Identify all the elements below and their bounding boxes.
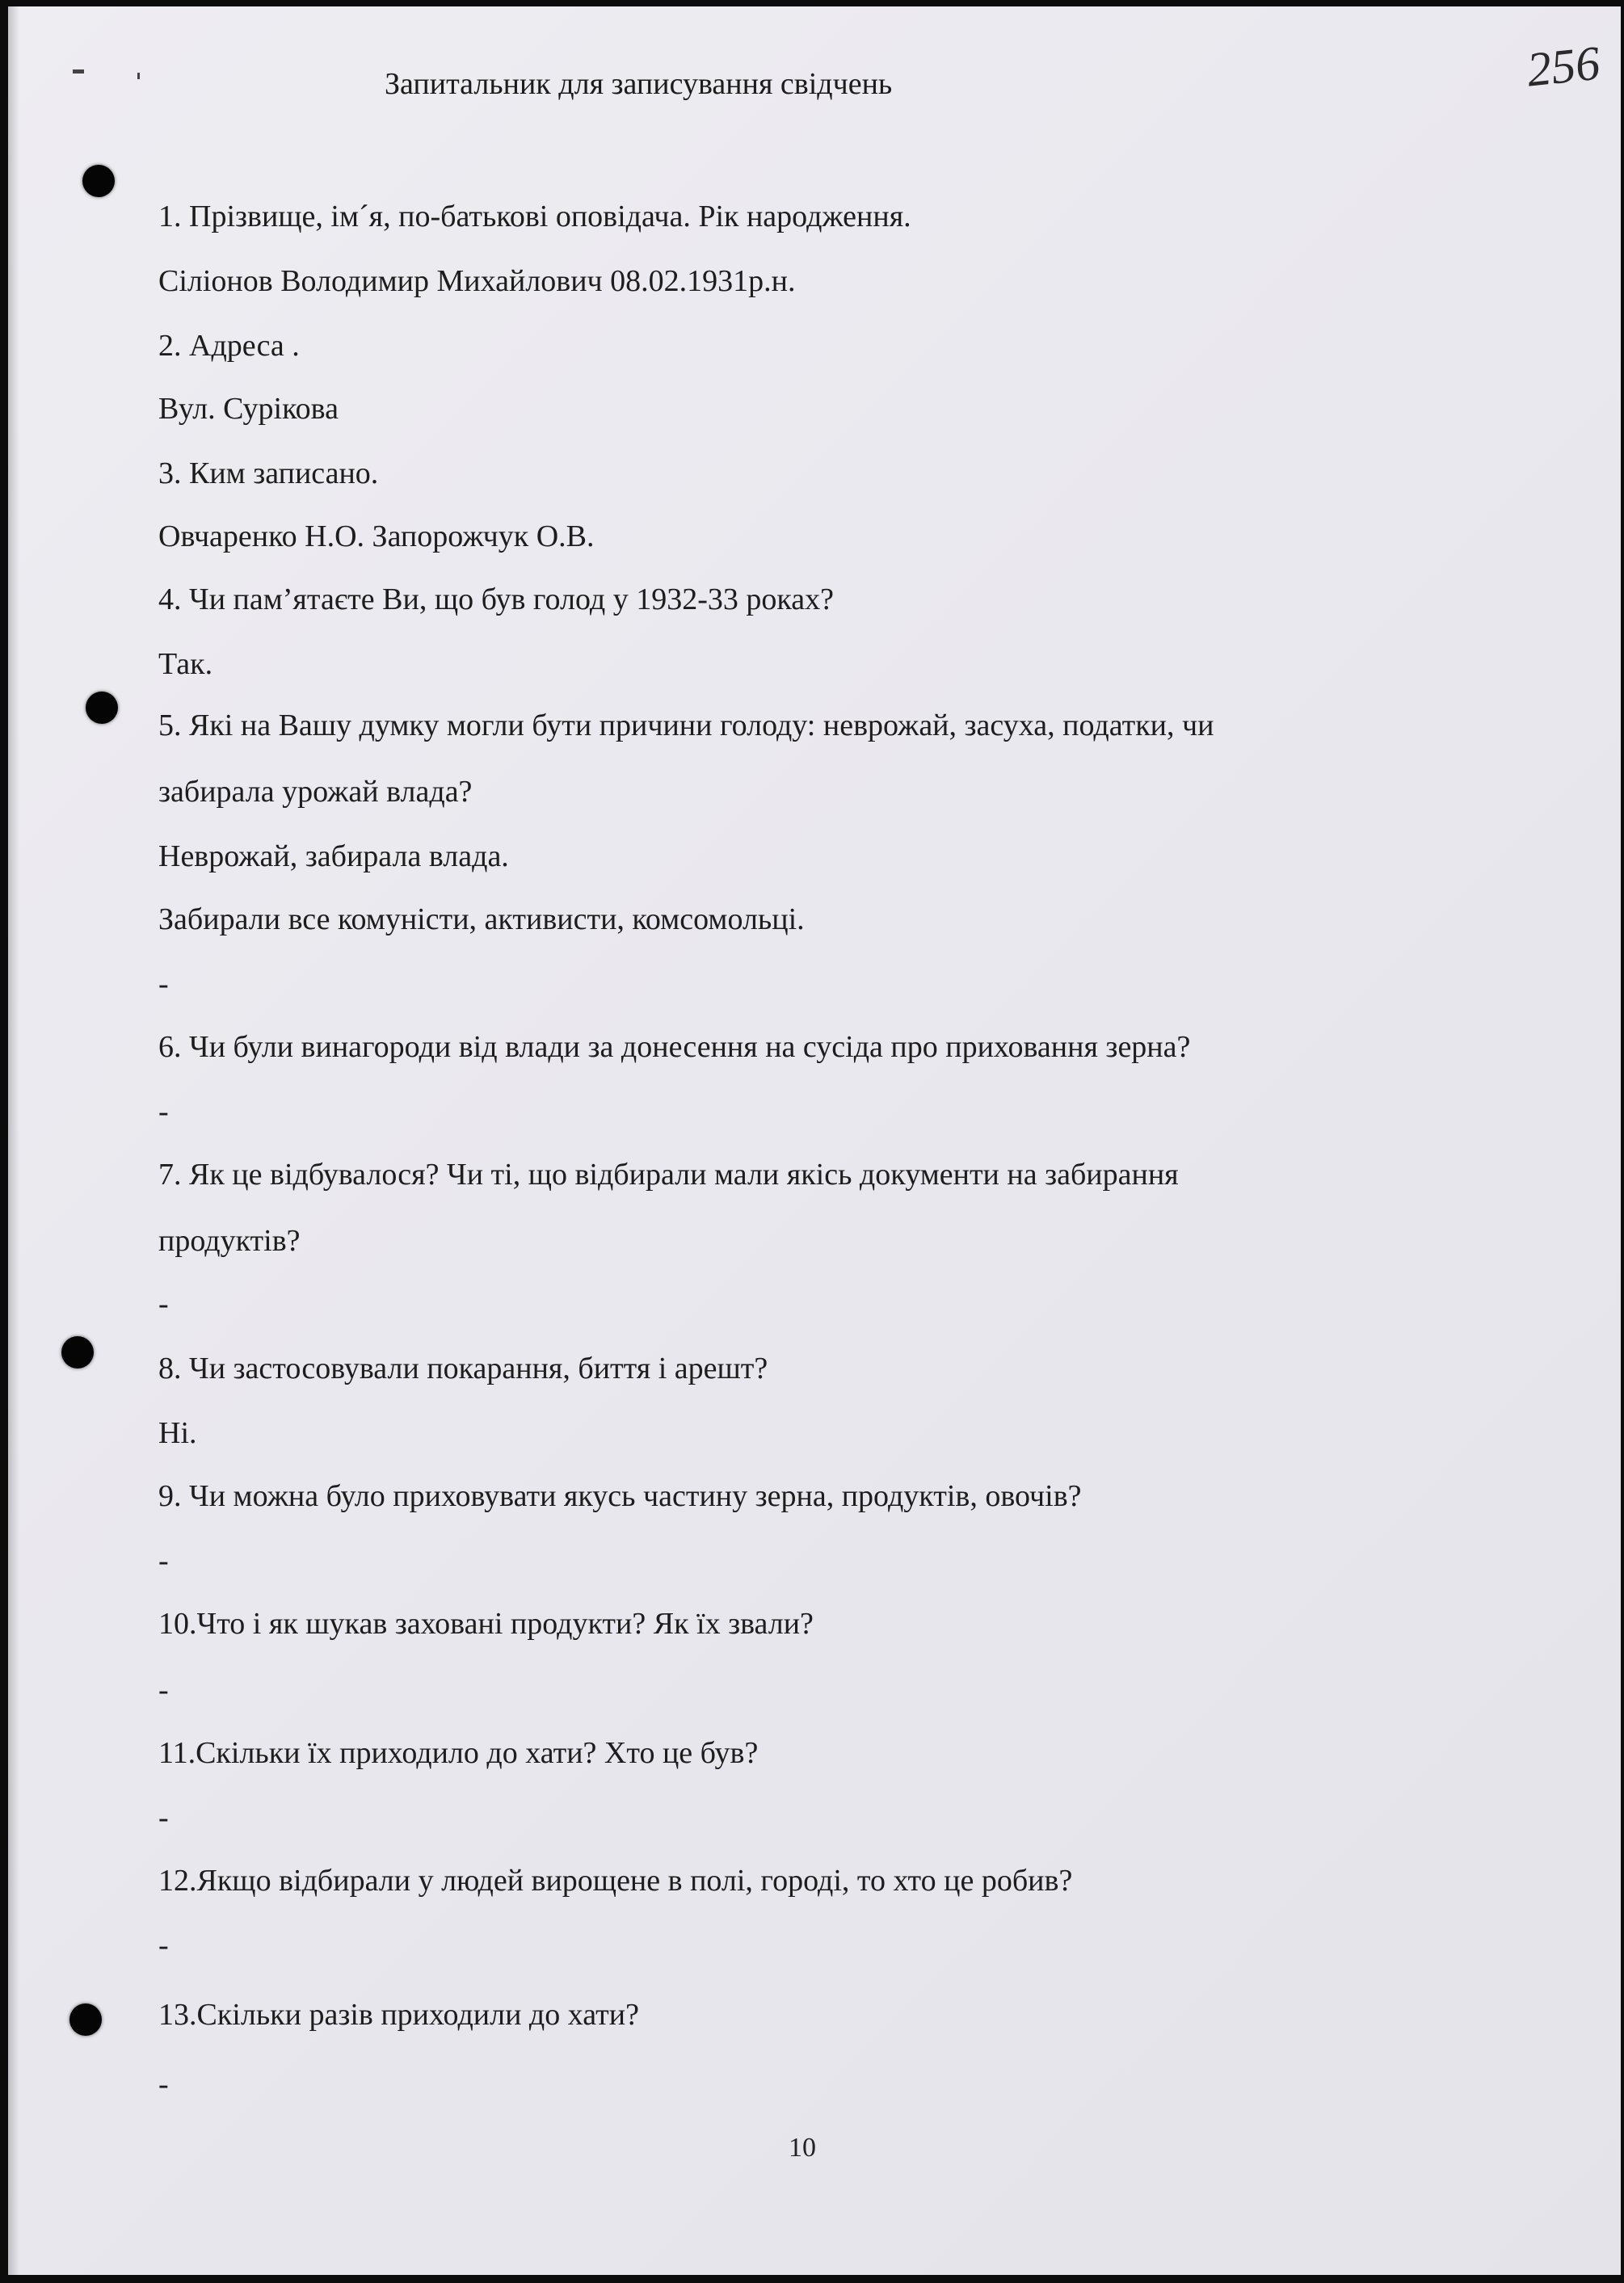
punch-hole-icon <box>61 1336 94 1369</box>
question-7-line-2: продуктів? <box>158 1224 301 1258</box>
question-11: 11.Скільки їх приходило до хати? Хто це був? <box>158 1736 759 1770</box>
answer-5-line-2: Забирали все комуністи, активисти, комсомольці. <box>158 902 805 936</box>
question-1: 1. Прізвище, ім´я, по-батькові оповідача. Рік народження. <box>158 200 911 233</box>
punch-hole-icon <box>86 692 118 724</box>
answer-9: - <box>158 1544 169 1578</box>
punch-hole-icon <box>82 165 115 197</box>
answer-11: - <box>158 1801 169 1835</box>
question-7-line-1: 7. Як це відбувалося? Чи ті, що відбирали мали якісь документи на забирання <box>158 1158 1179 1192</box>
question-8: 8. Чи застосовували покарання, биття і арешт? <box>158 1352 768 1385</box>
answer-8: Ні. <box>158 1416 197 1450</box>
question-6: 6. Чи були винагороди від влади за донесення на сусіда про приховання зерна? <box>158 1030 1191 1064</box>
answer-3: Овчаренко Н.О. Запорожчук О.В. <box>158 519 595 553</box>
question-5-line-2: забирала урожай влада? <box>158 775 473 809</box>
answer-5-dash: - <box>158 967 169 1001</box>
answer-2: Вул. Сурікова <box>158 392 339 426</box>
page-number: 10 <box>789 2133 816 2163</box>
answer-1: Сіліонов Володимир Михайлович 08.02.1931р.н. <box>158 264 796 298</box>
answer-10: - <box>158 1673 169 1707</box>
answer-7: - <box>158 1287 169 1321</box>
page-edge-shadow <box>8 6 19 2275</box>
question-9: 9. Чи можна було приховувати якусь частину зерна, продуктів, овочів? <box>158 1479 1082 1513</box>
question-12: 12.Якщо відбирали у людей вирощене в полі, городі, то хто це робив? <box>158 1864 1073 1898</box>
document-page <box>8 6 1621 2275</box>
question-5-line-1: 5. Які на Вашу думку могли бути причини голоду: неврожай, засуха, податки, чи <box>158 708 1214 742</box>
question-4: 4. Чи пам’ятаєте Ви, що був голод у 1932-33 роках? <box>158 582 835 616</box>
punch-hole-icon <box>69 2003 102 2036</box>
answer-5-line-1: Неврожай, забирала влада. <box>158 839 509 873</box>
question-2: 2. Адреса . <box>158 329 300 363</box>
answer-13: - <box>158 2067 169 2101</box>
scan-speck <box>137 73 140 79</box>
scan-speck <box>73 69 84 74</box>
question-13: 13.Скільки разів приходили до хати? <box>158 1998 639 2032</box>
answer-12: - <box>158 1928 169 1962</box>
answer-4: Так. <box>158 647 213 681</box>
question-10: 10.Что і як шукав заховані продукти? Як їх звали? <box>158 1607 814 1641</box>
questionnaire-title: Запитальник для записування свідчень <box>385 67 893 101</box>
question-3: 3. Ким записано. <box>158 456 379 490</box>
archive-page-number: 256 <box>1524 36 1603 97</box>
answer-6: - <box>158 1095 169 1129</box>
